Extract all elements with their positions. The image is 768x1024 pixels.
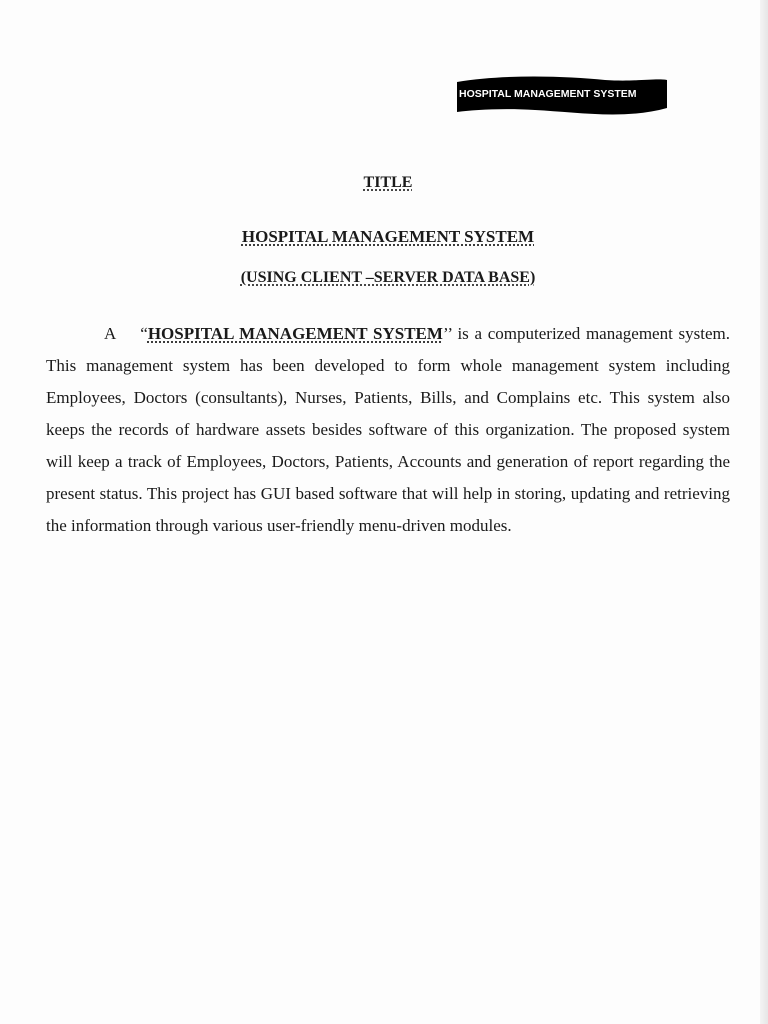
main-title: HOSPITAL MANAGEMENT SYSTEM (241, 227, 535, 246)
paragraph-body-text: is a computerized management system. This management system has been developed to form whole management system including Employees, Doctors (consultants), Nurses, Patients, Bills, and Complains etc. This system also keeps the records of hardware assets besides software of this organization. The proposed system will keep a track of Employees, Doctors, Patients, Accounts and generation of report regarding the present status. This project has GUI based software that will help in storing, updating and retrieving the information through various user-friendly menu-driven modules. (46, 324, 730, 535)
title-label: TITLE (363, 174, 413, 191)
sub-title: (USING CLIENT –SERVER DATA BASE) (240, 269, 536, 286)
body-paragraph (46, 318, 730, 542)
page-edge-shadow (760, 0, 768, 1024)
paragraph-open-quote: “ (140, 324, 148, 343)
paragraph-close-quote: ’’ (442, 324, 452, 343)
header-banner-text: HOSPITAL MANAGEMENT SYSTEM (459, 88, 637, 100)
paragraph-lead: A (104, 324, 117, 343)
header-banner (455, 74, 669, 116)
paragraph-emphasis: HOSPITAL MANAGEMENT SYSTEM (147, 324, 443, 343)
